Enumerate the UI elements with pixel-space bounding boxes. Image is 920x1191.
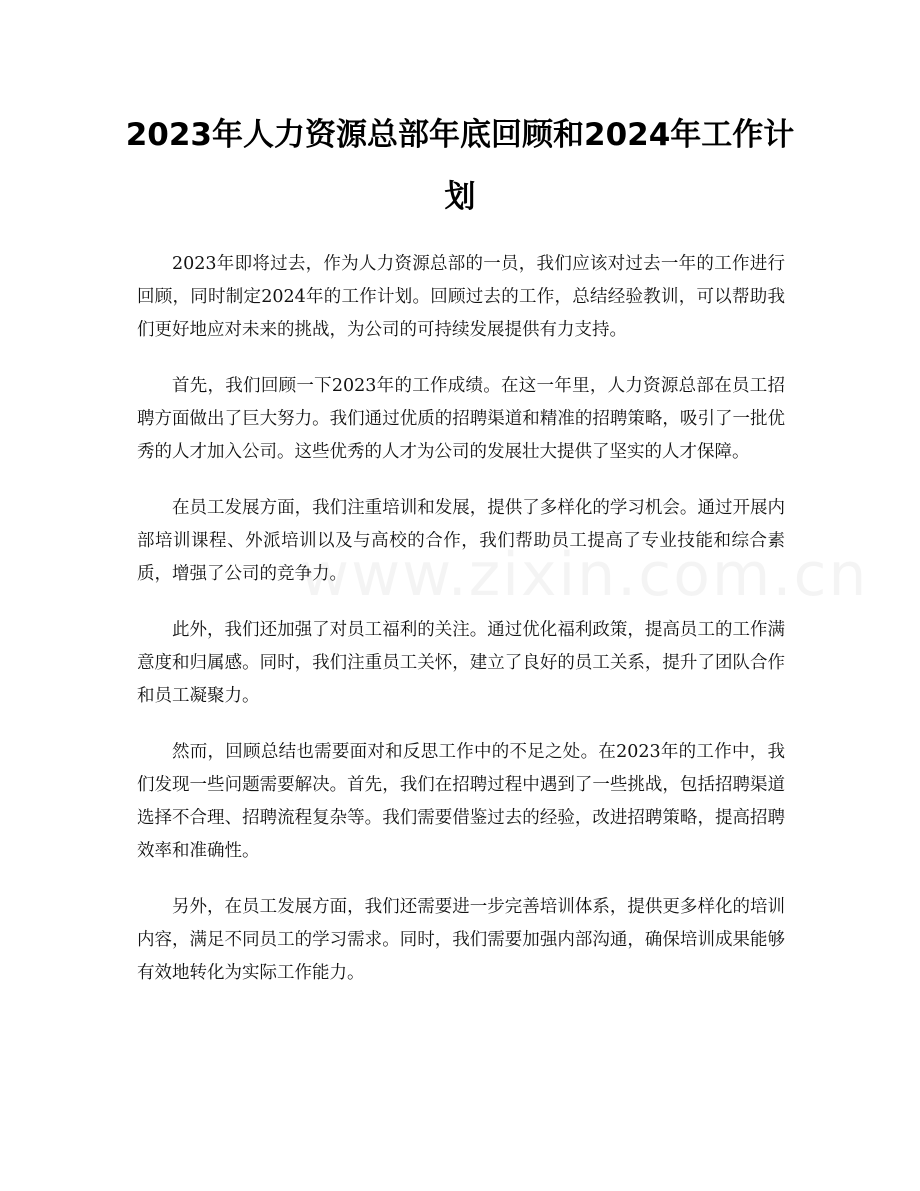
paragraph-4: 此外，我们还加强了对员工福利的关注。通过优化福利政策，提高员工的工作满意度和归属感。同时，我们注重员工关怀，建立了良好的员工关系，提升了团队合作和员工凝聚力。 xyxy=(137,620,785,706)
paragraph-5: 然而，回顾总结也需要面对和反思工作中的不足之处。在2023年的工作中，我们发现一些问题需要解决。首先，我们在招聘过程中遇到了一些挑战，包括招聘渠道选择不合理、招聘流程复杂等。我们需要借鉴过去的经验，改进招聘策略，提高招聘效率和准确性。 xyxy=(137,742,785,861)
paragraph-1: 2023年即将过去，作为人力资源总部的一员，我们应该对过去一年的工作进行回顾，同时制定2024年的工作计划。回顾过去的工作，总结经验教训，可以帮助我们更好地应对未来的挑战，为公司的可持续发展提供有力支持。 xyxy=(137,254,785,340)
paragraph-6: 另外，在员工发展方面，我们还需要进一步完善培训体系，提供更多样化的培训内容，满足不同员工的学习需求。同时，我们需要加强内部沟通，确保培训成果能够有效地转化为实际工作能力。 xyxy=(137,897,785,983)
paragraph-2: 首先，我们回顾一下2023年的工作成绩。在这一年里，人力资源总部在员工招聘方面做出了巨大努力。我们通过优质的招聘渠道和精准的招聘策略，吸引了一批优秀的人才加入公司。这些优秀的人才为公司的发展壮大提供了坚实的人才保障。 xyxy=(137,376,785,462)
document-body xyxy=(137,248,785,1013)
paragraph-3: 在员工发展方面，我们注重培训和发展，提供了多样化的学习机会。通过开展内部培训课程、外派培训以及与高校的合作，我们帮助员工提高了专业技能和综合素质，增强了公司的竞争力。 xyxy=(137,498,785,584)
document-title: 2023年人力资源总部年底回顾和2024年工作计划 xyxy=(125,117,795,215)
